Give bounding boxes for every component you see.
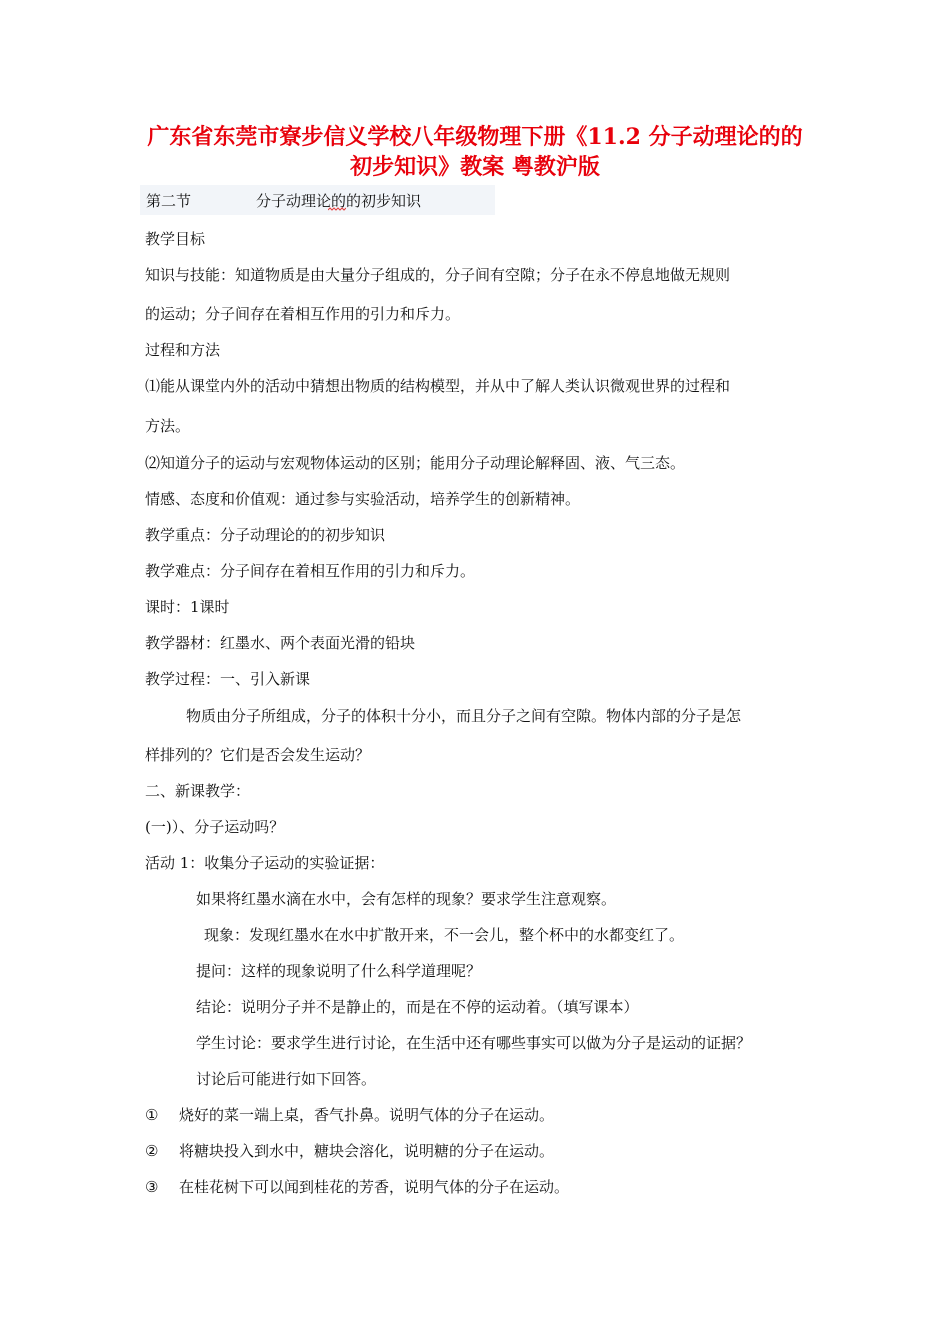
paragraph-line: ⑴能从课堂内外的活动中猜想出物质的结构模型，并从中了解人类认识微观世界的过程和 xyxy=(145,377,731,395)
list-item-text: 在桂花树下可以闻到桂花的芳香，说明气体的分子在运动。 xyxy=(179,1178,570,1196)
heading-process-methods: 过程和方法 xyxy=(145,341,221,359)
paragraph-line: 结论：说明分子并不是静止的，而是在不停的运动着。（填写课本） xyxy=(196,998,639,1016)
list-item-marker: ① xyxy=(145,1106,159,1124)
paragraph-line: 现象：发现红墨水在水中扩散开来，不一会儿，整个杯中的水都变红了。 xyxy=(204,926,685,944)
paragraph-line: 如果将红墨水滴在水中，会有怎样的现象？要求学生注意观察。 xyxy=(196,890,617,908)
paragraph-line: 活动 1：收集分子运动的实验证据： xyxy=(145,854,385,872)
paragraph-line: 教学过程：一、引入新课 xyxy=(145,670,311,688)
paragraph-line: 方法。 xyxy=(145,417,191,435)
title-line-2: 初步知识》教案 粤教沪版 xyxy=(350,154,600,180)
heading-teaching-goals: 教学目标 xyxy=(145,230,206,248)
list-item xyxy=(145,1177,569,1197)
paragraph-line: 二、新课教学： xyxy=(145,782,251,800)
list-item-text: 将糖块投入到水中，糖块会溶化，说明糖的分子在运动。 xyxy=(179,1142,555,1160)
paragraph-line: ⑵知道分子的运动与宏观物体运动的区别；能用分子动理论解释固、液、气三态。 xyxy=(145,454,686,472)
paragraph-line: 知识与技能：知道物质是由大量分子组成的，分子间有空隙；分子在永不停息地做无规则 xyxy=(145,266,731,284)
document-title xyxy=(100,122,850,182)
section-header xyxy=(140,185,495,215)
title-line-1: 广东省东莞市寮步信义学校八年级物理下册《11.2 分子动理论的的 xyxy=(147,124,803,150)
list-item-marker: ② xyxy=(145,1142,159,1160)
list-item-marker: ③ xyxy=(145,1178,159,1196)
paragraph-line: 教学重点：分子动理论的的初步知识 xyxy=(145,526,386,544)
paragraph-line: 样排列的？它们是否会发生运动？ xyxy=(145,746,371,764)
paragraph-line: 学生讨论：要求学生进行讨论，在生活中还有哪些事实可以做为分子是运动的证据？ xyxy=(196,1034,752,1052)
section-name: 分子动理论的的初步知识 xyxy=(256,192,422,210)
spellcheck-underline xyxy=(328,207,346,211)
paragraph-line: 提问：这样的现象说明了什么科学道理呢？ xyxy=(196,962,482,980)
paragraph-line: 课时：1课时 xyxy=(145,598,230,616)
paragraph-line: 教学器材：红墨水、两个表面光滑的铅块 xyxy=(145,634,416,652)
list-item xyxy=(145,1141,554,1161)
section-number: 第二节 xyxy=(146,192,192,210)
paragraph-line: 讨论后可能进行如下回答。 xyxy=(196,1070,377,1088)
paragraph-line: 情感、态度和价值观：通过参与实验活动，培养学生的创新精神。 xyxy=(145,490,581,508)
list-item-text: 烧好的菜一端上桌，香气扑鼻。说明气体的分子在运动。 xyxy=(179,1106,555,1124)
paragraph-line: (一)）、分子运动吗？ xyxy=(145,818,285,836)
paragraph-line: 物质由分子所组成，分子的体积十分小，而且分子之间有空隙。物体内部的分子是怎 xyxy=(186,707,742,725)
paragraph-line: 教学难点：分子间存在着相互作用的引力和斥力。 xyxy=(145,562,476,580)
paragraph-line: 的运动；分子间存在着相互作用的引力和斥力。 xyxy=(145,305,461,323)
list-item xyxy=(145,1105,554,1125)
